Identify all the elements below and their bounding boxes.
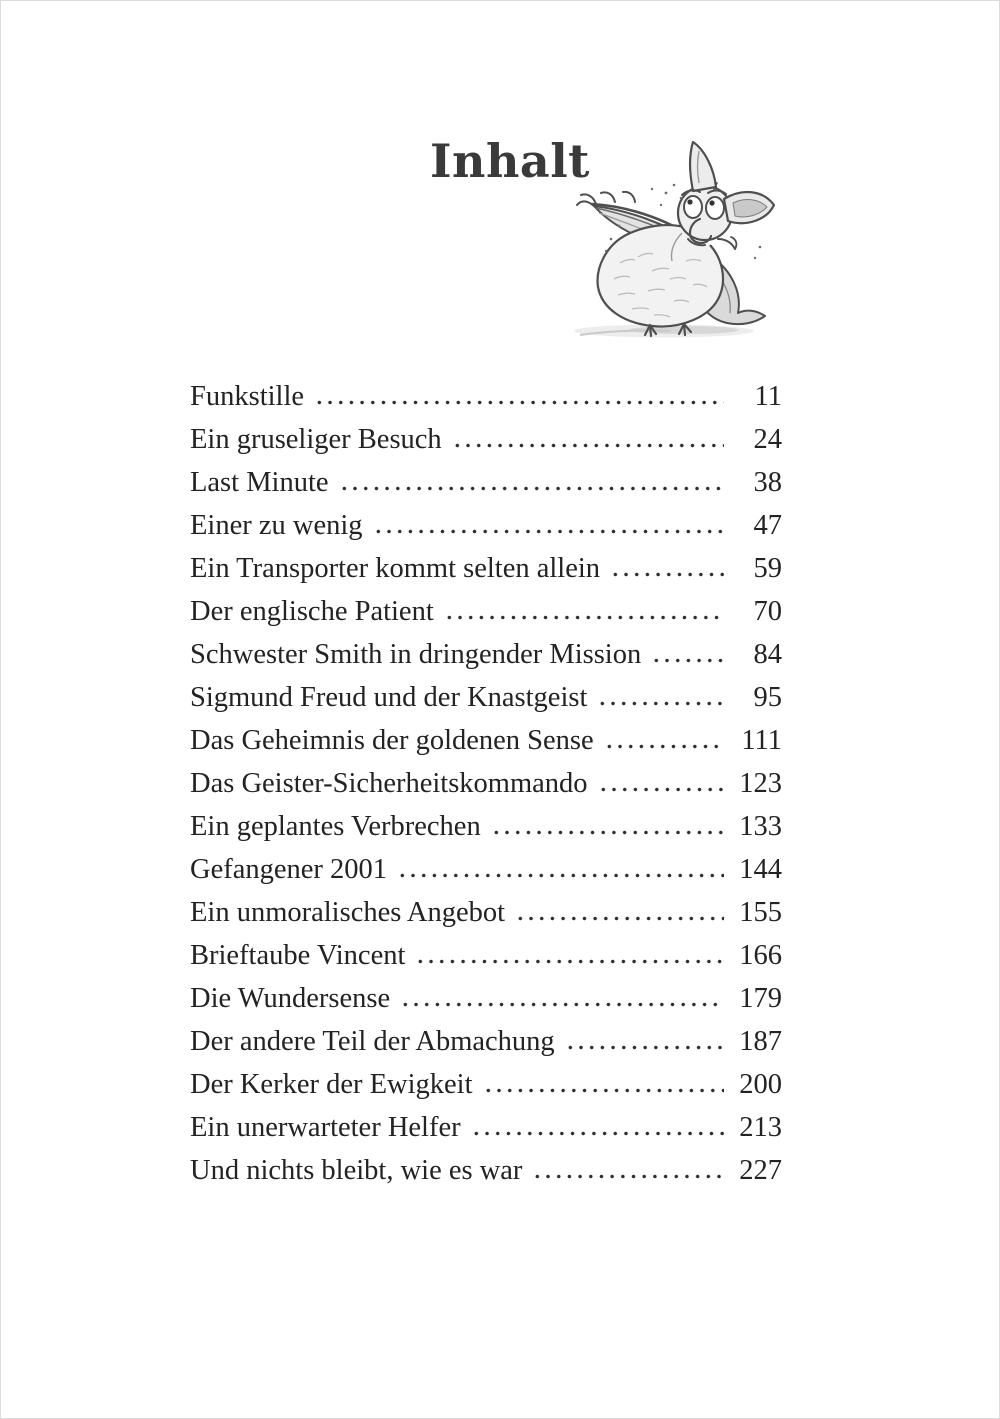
toc-entry-title: Schwester Smith in dringender Mission bbox=[190, 639, 642, 670]
toc-row bbox=[190, 977, 782, 1020]
toc-row bbox=[190, 1063, 782, 1106]
page-title: Inhalt bbox=[430, 134, 590, 188]
toc-entry-page: 166 bbox=[739, 940, 782, 971]
toc-entry-title: Brieftaube Vincent bbox=[190, 940, 406, 971]
toc-row bbox=[190, 590, 782, 633]
dotted-leader bbox=[598, 787, 724, 792]
toc-entry-title: Ein Transporter kommt selten allein bbox=[190, 553, 601, 584]
toc-row bbox=[190, 805, 782, 848]
toc-entry-page: 123 bbox=[739, 768, 782, 799]
toc-row bbox=[190, 1106, 782, 1149]
bat-sketch-icon bbox=[562, 129, 782, 349]
toc-entry-page: 38 bbox=[753, 467, 782, 498]
toc-entry-title: Das Geheimnis der goldenen Sense bbox=[190, 725, 594, 756]
toc-row bbox=[190, 848, 782, 891]
dotted-leader bbox=[651, 658, 724, 663]
toc-entry-title: Ein unerwarteter Helfer bbox=[190, 1112, 461, 1143]
dotted-leader bbox=[491, 830, 724, 835]
dotted-leader bbox=[597, 701, 724, 706]
dotted-leader bbox=[532, 1174, 724, 1179]
toc-list bbox=[190, 375, 782, 1192]
dotted-leader bbox=[515, 916, 724, 921]
toc-entry-page: 179 bbox=[739, 983, 782, 1014]
toc-entry-page: 213 bbox=[739, 1112, 782, 1143]
toc-row bbox=[190, 547, 782, 590]
toc-entry-title: Sigmund Freud und der Knastgeist bbox=[190, 682, 588, 713]
toc-entry-page: 155 bbox=[739, 897, 782, 928]
toc-entry-title: Der andere Teil der Abmachung bbox=[190, 1026, 555, 1057]
dotted-leader bbox=[415, 959, 724, 964]
toc-entry-page: 59 bbox=[753, 553, 782, 584]
toc-entry-title: Last Minute bbox=[190, 467, 329, 498]
toc-entry-page: 95 bbox=[753, 682, 782, 713]
dotted-leader bbox=[400, 1002, 724, 1007]
toc-entry-page: 111 bbox=[741, 725, 782, 756]
toc-row bbox=[190, 633, 782, 676]
toc-entry-title: Ein geplantes Verbrechen bbox=[190, 811, 481, 842]
toc-entry-page: 11 bbox=[754, 381, 782, 412]
dotted-leader bbox=[483, 1088, 725, 1093]
toc-entry-title: Ein gruseliger Besuch bbox=[190, 424, 442, 455]
toc-entry-title: Der englische Patient bbox=[190, 596, 434, 627]
toc-entry-title: Einer zu wenig bbox=[190, 510, 363, 541]
dotted-leader bbox=[444, 615, 724, 620]
toc-row bbox=[190, 934, 782, 977]
toc-entry-title: Das Geister-Sicherheitskommando bbox=[190, 768, 588, 799]
toc-entry-page: 144 bbox=[739, 854, 782, 885]
toc-entry-page: 70 bbox=[753, 596, 782, 627]
toc-row bbox=[190, 1020, 782, 1063]
toc-entry-title: Ein unmoralisches Angebot bbox=[190, 897, 506, 928]
toc-row bbox=[190, 719, 782, 762]
bat-illustration bbox=[562, 129, 782, 349]
dotted-leader bbox=[610, 572, 724, 577]
dotted-leader bbox=[339, 486, 724, 491]
toc-row bbox=[190, 461, 782, 504]
toc-entry-title: Funkstille bbox=[190, 381, 305, 412]
toc-entry-title: Der Kerker der Ewigkeit bbox=[190, 1069, 473, 1100]
dotted-leader bbox=[373, 529, 724, 534]
toc-row bbox=[190, 891, 782, 934]
toc-entry-page: 47 bbox=[753, 510, 782, 541]
toc-entry-page: 187 bbox=[739, 1026, 782, 1057]
toc-entry-title: Die Wundersense bbox=[190, 983, 391, 1014]
toc-row bbox=[190, 375, 782, 418]
toc-entry-page: 227 bbox=[739, 1155, 782, 1186]
toc-entry-page: 84 bbox=[753, 639, 782, 670]
toc-entry-page: 133 bbox=[739, 811, 782, 842]
dotted-leader bbox=[452, 443, 724, 448]
toc-row bbox=[190, 418, 782, 461]
dotted-leader bbox=[397, 873, 724, 878]
toc-row bbox=[190, 676, 782, 719]
dotted-leader bbox=[565, 1045, 724, 1050]
dotted-leader bbox=[471, 1131, 724, 1136]
toc-entry-title: Und nichts bleibt, wie es war bbox=[190, 1155, 523, 1186]
toc-entry-page: 200 bbox=[739, 1069, 782, 1100]
dotted-leader bbox=[604, 744, 724, 749]
toc-row bbox=[190, 1149, 782, 1192]
toc-row bbox=[190, 504, 782, 547]
toc-row bbox=[190, 762, 782, 805]
toc-entry-title: Gefangener 2001 bbox=[190, 854, 388, 885]
toc-entry-page: 24 bbox=[753, 424, 782, 455]
dotted-leader bbox=[314, 400, 724, 405]
